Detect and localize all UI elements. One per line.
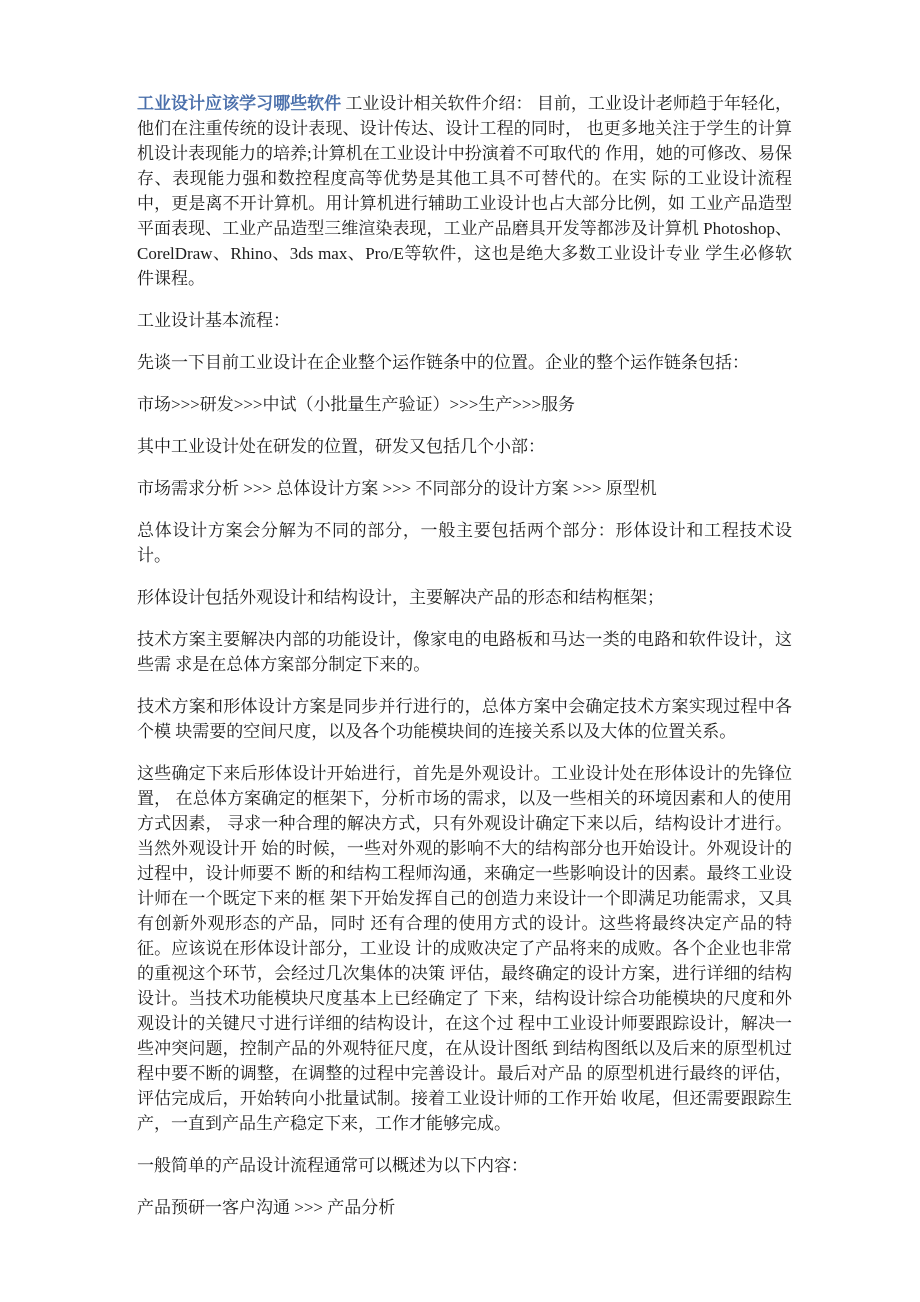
intro-text: 工业设计相关软件介绍： 目前，工业设计老师趋于年轻化，他们在注重传统的设计表现、设计传达、设计工程的同时， 也更多地关注于学生的计算机设计表现能力的培养;计算机在工业设计中扮演着不可取代的 作用，她的可修改、易保存、表现能力强和数控程度高等优势是其他工具不可替代的。在实 际的工业设计流程中，更是离不开计算机。用计算机进行辅助工业设计也占大部分比例，如 工业产品造型平面表现、工业产品造型三维渲染表现，工业产品磨具开发等都涉及计算机 Photoshop、CorelDraw、Rhino、3ds max、Pro/E等软件，这也是绝大多数工业设计专业 学生必修软件课程。: [137, 94, 793, 288]
flow-chain-product-preresearch: 产品预研一客户沟通 >>> 产品分析: [137, 1198, 396, 1217]
paragraph-overall-plan-split: 总体设计方案会分解为不同的部分，一般主要包括两个部分：形体设计和工程技术设计。: [137, 521, 792, 565]
paragraph-parallel-design: 技术方案和形体设计方案是同步并行进行的，总体方案中会确定技术方案实现过程中各个模 块需要的空间尺度，以及各个功能模块间的连接关系以及大体的位置关系。: [137, 697, 792, 741]
flow-chain-rd-subparts: 市场需求分析 >>> 总体设计方案 >>> 不同部分的设计方案 >>> 原型机: [137, 479, 657, 498]
paragraph-design-process-detail: 这些确定下来后形体设计开始进行，首先是外观设计。工业设计处在形体设计的先锋位置， 在总体方案确定的框架下，分析市场的需求，以及一些相关的环境因素和人的使用方式因素， 寻求一种合理的解决方式，只有外观设计确定下来以后，结构设计才进行。当然外观设计开 始的时候，一些对外观的影响不大的结构部分也开始设计。外观设计的过程中，设计师要不 断的和结构工程师沟通，来确定一些影响设计的因素。最终工业设计师在一个既定下来的框 架下开始发挥自己的创造力来设计一个即满足功能需求，又具有创新外观形态的产品，同时 还有合理的使用方式的设计。这些将最终决定产品的特征。应该说在形体设计部分，工业设 计的成败决定了产品将来的成败。各个企业也非常的重视这个环节，会经过几次集体的决策 评估，最终确定的设计方案，进行详细的结构设计。当技术功能模块尺度基本上已经确定了 下来，结构设计综合功能模块的尺度和外观设计的关键尺寸进行详细的结构设计，在这个过 程中工业设计师要跟踪设计，解决一些冲突问题，控制产品的外观特征尺度，在从设计图纸 到结构图纸以及后来的原型机过程中要不断的调整，在调整的过程中完善设计。最后对产品 的原型机进行最终的评估，评估完成后，开始转向小批量试制。接着工业设计师的工作开始 收尾，但还需要跟踪生产，一直到产品生产稳定下来，工作才能够完成。: [137, 764, 792, 1133]
document-title: 工业设计应该学习哪些软件: [137, 94, 342, 113]
flow-chain-market-to-service: 市场>>>研发>>>中试（小批量生产验证）>>>生产>>>服务: [137, 395, 576, 414]
intro-paragraph: [137, 91, 792, 291]
paragraph-rd-position: 其中工业设计处在研发的位置，研发又包括几个小部：: [137, 437, 545, 456]
paragraph-simple-flow-intro: 一般简单的产品设计流程通常可以概述为以下内容：: [137, 1156, 528, 1175]
paragraph-form-design: 形体设计包括外观设计和结构设计，主要解决产品的形态和结构框架；: [137, 588, 664, 607]
paragraph-technical-plan: 技术方案主要解决内部的功能设计，像家电的电路板和马达一类的电路和软件设计，这些需 求是在总体方案部分制定下来的。: [137, 630, 792, 674]
section-heading-basic-flow: 工业设计基本流程：: [137, 311, 290, 330]
paragraph-chain-intro: 先谈一下目前工业设计在企业整个运作链条中的位置。企业的整个运作链条包括：: [137, 353, 749, 372]
